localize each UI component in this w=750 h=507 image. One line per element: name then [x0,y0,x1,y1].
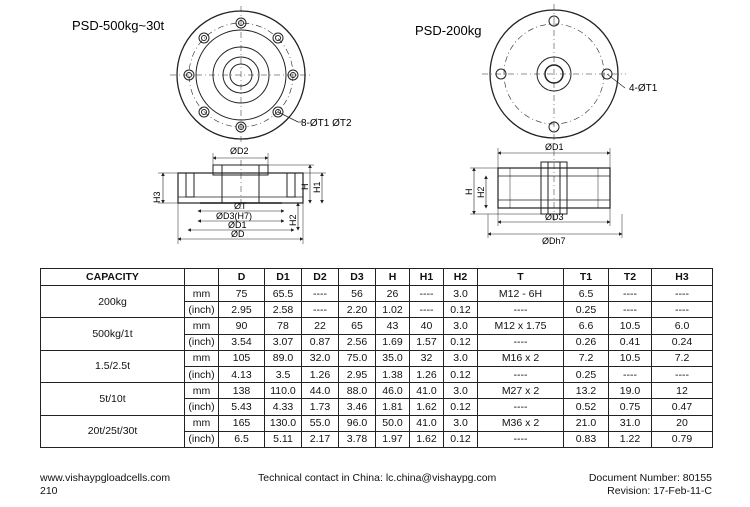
header-d2: D2 [302,269,339,286]
left-dim-h3: H3 [152,191,162,203]
right-dim-d3: ØD3 [545,212,564,222]
value-cell: ---- [478,431,564,447]
value-cell: 6.5 [219,431,265,447]
value-cell: 1.26 [410,366,444,382]
table-row [41,383,713,399]
value-cell: 6.5 [564,286,609,302]
footer-revision: Revision: 17-Feb-11-C [607,485,712,497]
value-cell: 0.47 [652,399,713,415]
left-drawing-title: PSD-500kg~30t [72,18,165,33]
value-cell: 0.25 [564,302,609,318]
header-h3: H3 [652,269,713,286]
value-cell: 7.2 [564,350,609,366]
left-dim-h1: H1 [312,181,322,193]
table-row [41,286,713,302]
value-cell: 5.43 [219,399,265,415]
table-body [41,286,713,448]
value-cell: ---- [478,334,564,350]
header-t1: T1 [564,269,609,286]
value-cell: 1.22 [609,431,652,447]
value-cell: 0.25 [564,366,609,382]
header-unit [185,269,219,286]
value-cell: 10.5 [609,318,652,334]
capacity-cell: 200kg [41,286,185,318]
value-cell: 0.12 [444,366,478,382]
value-cell: 44.0 [302,383,339,399]
value-cell: 1.97 [376,431,410,447]
header-d3: D3 [339,269,376,286]
value-cell: 78 [265,318,302,334]
left-top-view [170,6,312,144]
value-cell: ---- [410,286,444,302]
value-cell: 3.0 [444,318,478,334]
unit-cell: (inch) [185,334,219,350]
unit-cell: mm [185,318,219,334]
footer-contact[interactable]: Technical contact in China: lc.china@vishaypg.com [258,472,497,484]
value-cell: 0.87 [302,334,339,350]
left-dim-d: ØD [231,229,245,239]
value-cell: 3.0 [444,415,478,431]
value-cell: ---- [652,302,713,318]
unit-cell: mm [185,286,219,302]
value-cell: 41.0 [410,383,444,399]
value-cell: 88.0 [339,383,376,399]
value-cell: 6.6 [564,318,609,334]
capacity-cell: 500kg/1t [41,318,185,350]
value-cell: 105 [219,350,265,366]
value-cell: M16 x 2 [478,350,564,366]
value-cell: 1.62 [410,431,444,447]
value-cell: 2.58 [265,302,302,318]
value-cell: 89.0 [265,350,302,366]
value-cell: 2.56 [339,334,376,350]
value-cell: 3.5 [265,366,302,382]
header-h2: H2 [444,269,478,286]
value-cell: 43 [376,318,410,334]
value-cell: ---- [302,286,339,302]
value-cell: 3.0 [444,350,478,366]
capacity-cell: 20t/25t/30t [41,415,185,447]
unit-cell: (inch) [185,431,219,447]
capacity-cell: 1.5/2.5t [41,350,185,382]
value-cell: 55.0 [302,415,339,431]
unit-cell: (inch) [185,302,219,318]
value-cell: 10.5 [609,350,652,366]
value-cell: 3.54 [219,334,265,350]
value-cell: 5.11 [265,431,302,447]
header-capacity: CAPACITY [41,269,185,286]
value-cell: 96.0 [339,415,376,431]
value-cell: 0.12 [444,302,478,318]
right-dim-dh7: ØDh7 [542,236,566,246]
value-cell: 3.0 [444,286,478,302]
footer-website[interactable]: www.vishaypgloadcells.com [40,472,171,484]
value-cell: 0.24 [652,334,713,350]
value-cell: 31.0 [609,415,652,431]
table-row [41,350,713,366]
table-row [41,415,713,431]
unit-cell: mm [185,350,219,366]
value-cell: 2.95 [219,302,265,318]
value-cell: 1.26 [302,366,339,382]
value-cell: 4.13 [219,366,265,382]
right-dim-h: H [464,188,474,195]
value-cell: 21.0 [564,415,609,431]
left-dim-d1: ØD1 [228,220,247,230]
value-cell: M12 - 6H [478,286,564,302]
header-d1: D1 [265,269,302,286]
unit-cell: mm [185,415,219,431]
value-cell: 0.26 [564,334,609,350]
left-dim-d3: ØD3(H7) [216,211,253,221]
right-top-view [482,4,626,144]
value-cell: M36 x 2 [478,415,564,431]
value-cell: 56 [339,286,376,302]
value-cell: 1.57 [410,334,444,350]
right-dim-h2: H2 [476,186,486,198]
value-cell: 65 [339,318,376,334]
table-row [41,318,713,334]
value-cell: 0.79 [652,431,713,447]
value-cell: 46.0 [376,383,410,399]
right-hole-label: 4-ØT1 [629,83,658,94]
value-cell: 0.12 [444,431,478,447]
value-cell: 20 [652,415,713,431]
value-cell: 3.46 [339,399,376,415]
value-cell: 19.0 [609,383,652,399]
value-cell: 1.81 [376,399,410,415]
value-cell: 1.73 [302,399,339,415]
value-cell: 1.62 [410,399,444,415]
value-cell: 0.41 [609,334,652,350]
specification-table [40,268,713,448]
header-h1: H1 [410,269,444,286]
left-dim-t: ØT [234,201,247,211]
value-cell: 3.07 [265,334,302,350]
capacity-cell: 5t/10t [41,383,185,415]
value-cell: ---- [609,366,652,382]
left-hole-label: 8-ØT1 ØT2 [301,118,352,129]
value-cell: ---- [302,302,339,318]
value-cell: 3.78 [339,431,376,447]
value-cell: 2.17 [302,431,339,447]
value-cell: 1.02 [376,302,410,318]
value-cell: ---- [410,302,444,318]
value-cell: 40 [410,318,444,334]
value-cell: ---- [478,302,564,318]
value-cell: 110.0 [265,383,302,399]
footer-page-number: 210 [40,485,58,497]
header-t2: T2 [609,269,652,286]
left-dim-h: H [300,183,310,190]
value-cell: 32 [410,350,444,366]
value-cell: 0.83 [564,431,609,447]
value-cell: 130.0 [265,415,302,431]
value-cell: 1.38 [376,366,410,382]
value-cell: 41.0 [410,415,444,431]
value-cell: 75 [219,286,265,302]
header-t: T [478,269,564,286]
value-cell: ---- [609,286,652,302]
value-cell: 0.52 [564,399,609,415]
unit-cell: (inch) [185,399,219,415]
value-cell: 90 [219,318,265,334]
unit-cell: (inch) [185,366,219,382]
value-cell: 3.0 [444,383,478,399]
value-cell: 13.2 [564,383,609,399]
value-cell: ---- [652,366,713,382]
value-cell: ---- [478,399,564,415]
left-dim-d2: ØD2 [230,146,249,156]
right-drawing-title: PSD-200kg [415,23,482,38]
header-h: H [376,269,410,286]
value-cell: 6.0 [652,318,713,334]
value-cell: 0.12 [444,399,478,415]
value-cell: ---- [478,366,564,382]
value-cell: 32.0 [302,350,339,366]
unit-cell: mm [185,383,219,399]
value-cell: 2.95 [339,366,376,382]
value-cell: 4.33 [265,399,302,415]
right-dim-d1: ØD1 [545,142,564,152]
value-cell: 35.0 [376,350,410,366]
right-side-view [470,148,622,238]
table-header-row [41,269,713,286]
value-cell: 0.12 [444,334,478,350]
value-cell: 138 [219,383,265,399]
value-cell: 2.20 [339,302,376,318]
left-dim-h2: H2 [288,214,298,226]
value-cell: 65.5 [265,286,302,302]
value-cell: M27 x 2 [478,383,564,399]
value-cell: 7.2 [652,350,713,366]
footer-document-number: Document Number: 80155 [588,472,712,484]
value-cell: 50.0 [376,415,410,431]
footer [40,472,712,498]
value-cell: 1.69 [376,334,410,350]
value-cell: ---- [609,302,652,318]
header-d: D [219,269,265,286]
value-cell: 165 [219,415,265,431]
value-cell: M12 x 1.75 [478,318,564,334]
value-cell: 26 [376,286,410,302]
value-cell: ---- [652,286,713,302]
value-cell: 22 [302,318,339,334]
value-cell: 0.75 [609,399,652,415]
value-cell: 75.0 [339,350,376,366]
value-cell: 12 [652,383,713,399]
